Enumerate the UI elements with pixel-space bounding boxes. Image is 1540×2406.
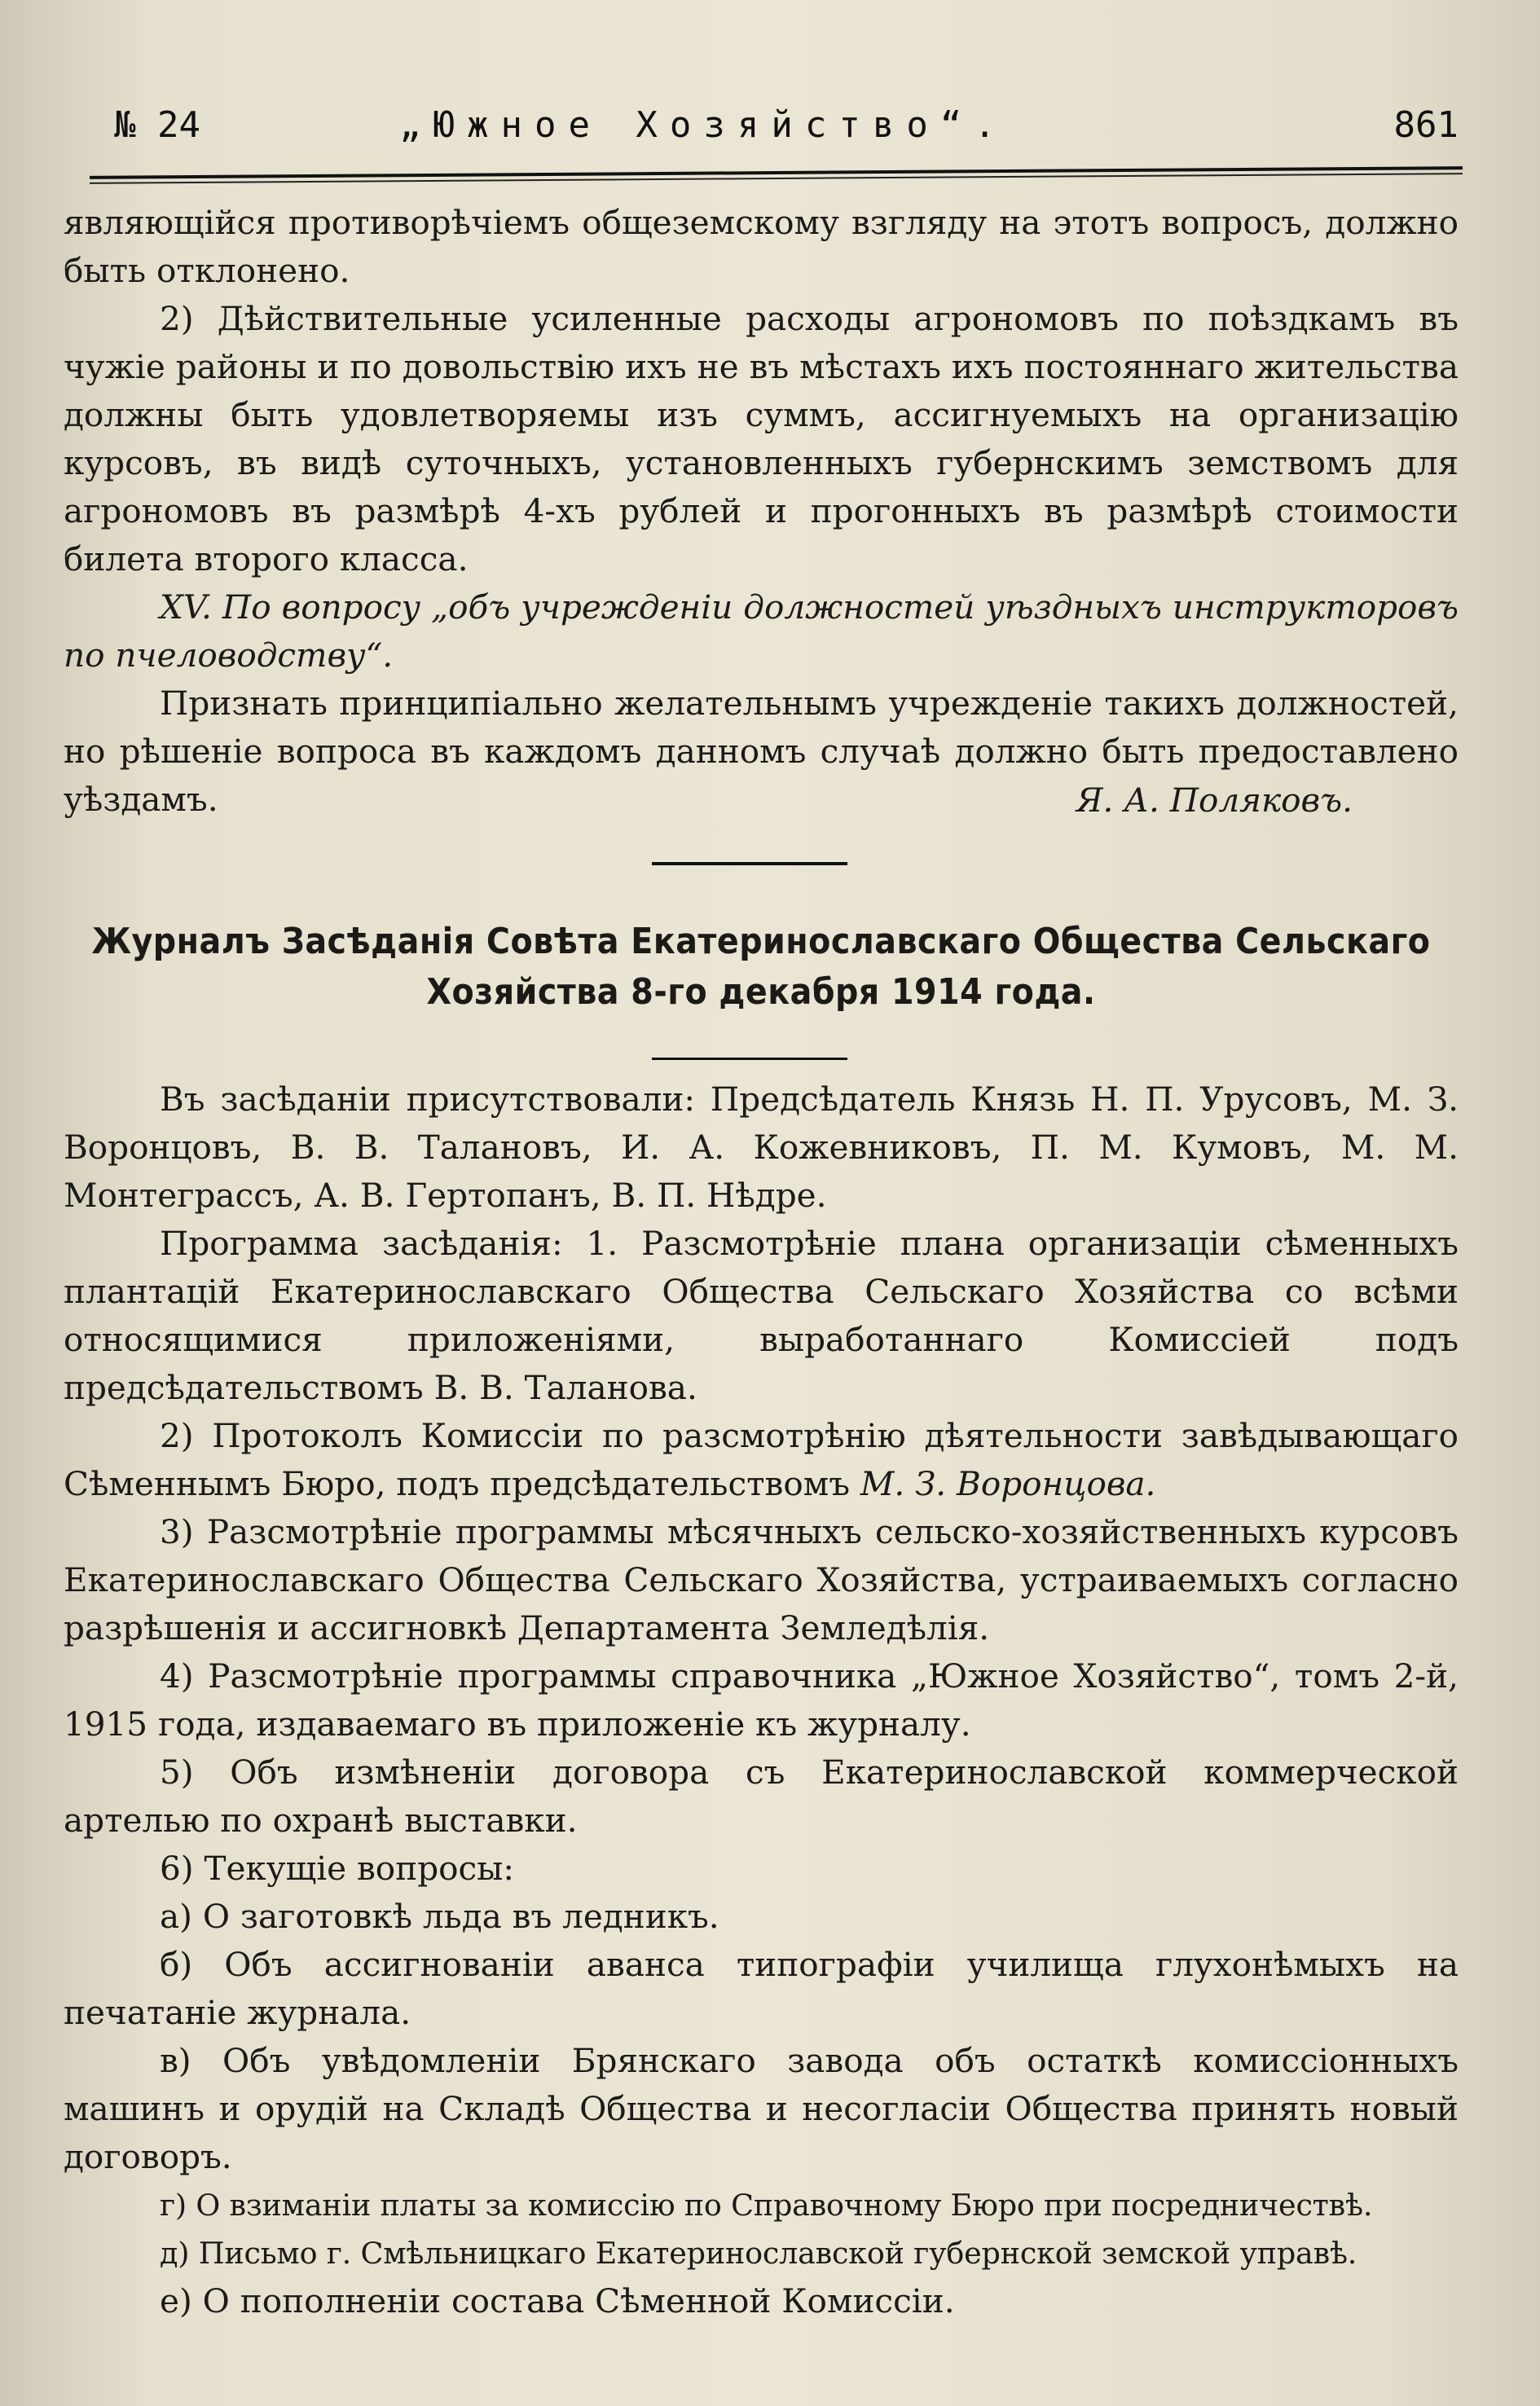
paragraph: 2) Дѣйствительные усиленные расходы агрономовъ по поѣздкамъ въ чужіе районы и по довольствію ихъ не въ мѣстахъ ихъ постояннаго жительства должны быть удовлетворяемы изъ суммъ, ассигнуемыхъ на организацію курсовъ, въ видѣ суточныхъ, установленныхъ губернскимъ земствомъ для агрономовъ въ размѣрѣ 4-хъ рублей и прогонныхъ въ размѣрѣ стоимости билета второго класса. <box>64 299 1459 578</box>
page-header <box>114 104 1459 153</box>
current-question-g: г) О взиманіи платы за комиссію по Справочному Бюро при посредничествѣ. <box>160 2188 1373 2223</box>
heading-divider <box>652 1058 847 1060</box>
program-item-3: 3) Разсмотрѣніе программы мѣсячныхъ сельско-хозяйственныхъ курсовъ Екатеринославскаго Общества Сельскаго Хозяйства, устраиваемыхъ согласно разрѣшенія и ассигновкѣ Департамента Земледѣлія. <box>64 1512 1459 1647</box>
journal-body <box>64 1075 1459 2325</box>
program-item-text: 2) Протоколъ Комиссіи по разсмотрѣнію дѣятельности завѣдывающаго Сѣменнымъ Бюро, подъ предсѣдательствомъ <box>64 1416 1459 1503</box>
previous-article-end <box>64 199 1459 824</box>
program-item-4: 4) Разсмотрѣніе программы справочника „Южное Хозяйство“, томъ 2-й, 1915 года, издаваемаго въ приложеніе къ журналу. <box>64 1656 1459 1744</box>
heading-line-1: Журналъ Засѣданія Совѣта Екатеринославскаго Общества Сельскаго <box>91 921 1431 962</box>
issue-number: № 24 <box>114 104 200 146</box>
program-item-2 <box>64 1412 1459 1508</box>
section-number: XV. <box>160 587 212 627</box>
current-question-a: а) О заготовкѣ льда въ ледникъ. <box>160 1897 719 1936</box>
attendees-paragraph: Въ засѣданіи присутствовали: Предсѣдатель Князь Н. П. Урусовъ, М. З. Воронцовъ, В. В. Талановъ, И. А. Кожевниковъ, П. М. Кумовъ, М. М. Монтеграссъ, А. В. Гертопанъ, В. П. Нѣдре. <box>64 1080 1459 1215</box>
section-title: По вопросу „объ учрежденіи должностей уѣздныхъ инструкторовъ по пчеловодству“. <box>64 587 1459 675</box>
program-item-5: 5) Объ измѣненіи договора съ Екатеринославской коммерческой артелью по охранѣ выставки. <box>64 1753 1459 1840</box>
current-question-b: б) Объ ассигнованіи аванса типографіи училища глухонѣмыхъ на печатаніе журнала. <box>64 1945 1459 2032</box>
author-signature: Я. А. Поляковъ. <box>1076 781 1353 820</box>
section-divider <box>652 862 847 865</box>
program-paragraph: Программа засѣданія: 1. Разсмотрѣніе плана организаціи сѣменныхъ плантацій Екатеринославскаго Общества Сельскаго Хозяйства со всѣми относящимися приложеніями, выработаннаго Комиссіей подъ предсѣдательствомъ В. В. Таланова. <box>64 1224 1459 1407</box>
section-heading <box>64 583 1459 680</box>
journal-heading <box>64 917 1459 1018</box>
journal-title: „Южное Хозяйство“. <box>399 104 1008 146</box>
paragraph: являющійся противорѣчіемъ общеземскому взгляду на этотъ вопросъ, должно быть отклонено. <box>64 203 1459 290</box>
chairman-name: М. З. Воронцова. <box>860 1464 1156 1503</box>
heading-line-2: Хозяйства 8-го декабря 1914 года. <box>426 971 1096 1013</box>
program-item-6: 6) Текущіе вопросы: <box>160 1849 515 1888</box>
current-question-d: д) Письмо г. Смѣльницкаго Екатеринославской губернской земской управѣ. <box>160 2236 1357 2271</box>
page-number: 861 <box>1393 104 1459 146</box>
current-question-v: в) Объ увѣдомленіи Брянскаго завода объ остаткѣ комиссіонныхъ машинъ и орудій на Складѣ Общества и несогласіи Общества принять новый договоръ. <box>64 2041 1459 2176</box>
paragraph-text: Признать принципіально желательнымъ учрежденіе такихъ должностей, но рѣшеніе вопроса въ каждомъ данномъ случаѣ должно быть предоставлено уѣздамъ. <box>64 684 1459 819</box>
current-question-e: е) О пополненіи состава Сѣменной Комиссіи. <box>160 2281 955 2320</box>
